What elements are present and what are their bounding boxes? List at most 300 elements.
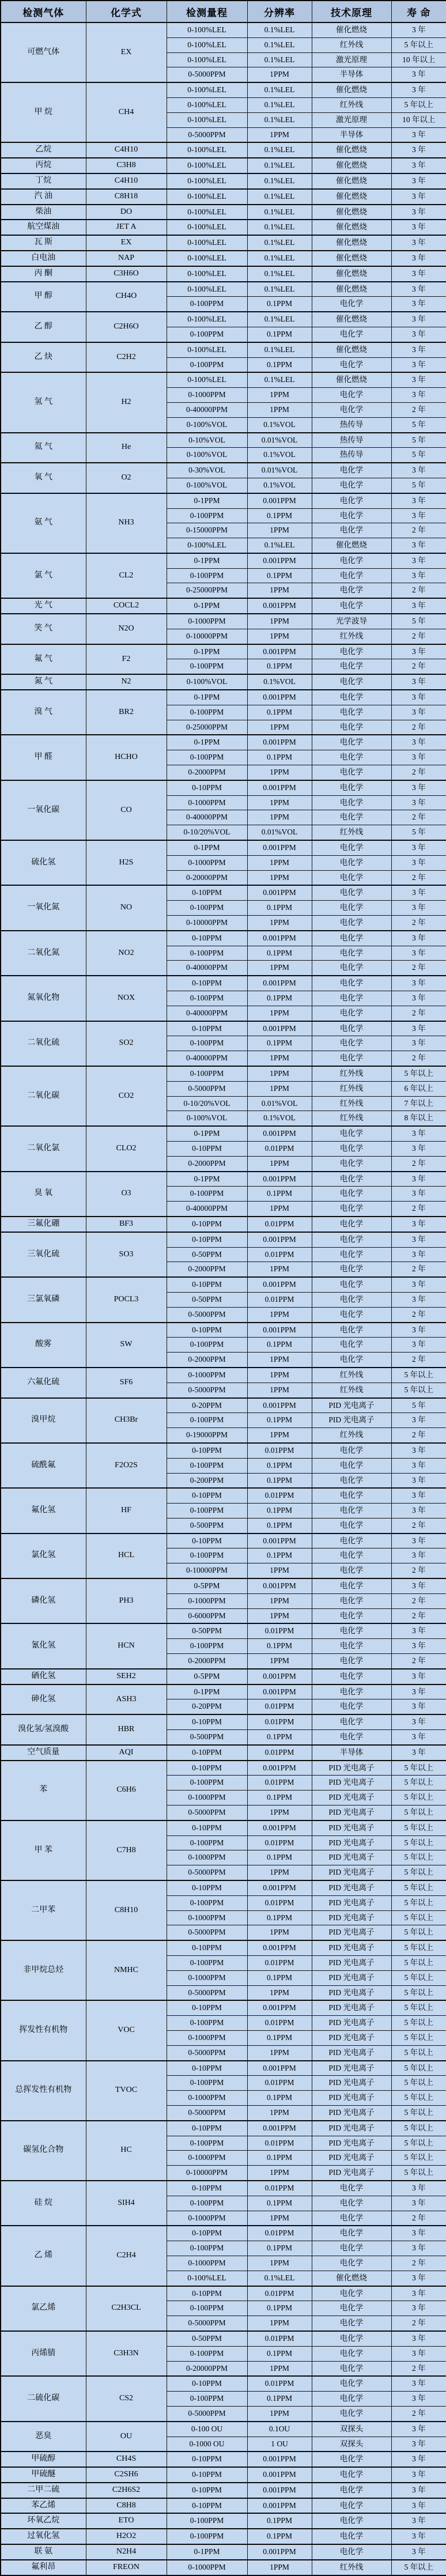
table-row bbox=[1, 976, 446, 991]
range-cell: 0-100%LEL bbox=[167, 52, 247, 67]
table-row bbox=[1, 1761, 446, 1776]
lifespan-cell: 2 年 bbox=[391, 1262, 446, 1277]
table-row bbox=[1, 885, 446, 900]
principle-cell: 电化学 bbox=[312, 659, 391, 674]
resolution-cell: 1PPM bbox=[247, 1654, 312, 1669]
principle-cell: 红外线 bbox=[312, 2560, 391, 2575]
principle-cell: 热传导 bbox=[312, 417, 391, 432]
resolution-cell: 0.1%LEL bbox=[247, 342, 312, 357]
resolution-cell: 0.01PPM bbox=[247, 1247, 312, 1262]
resolution-cell: 1PPM bbox=[247, 1593, 312, 1608]
principle-cell: 电化学 bbox=[312, 1548, 391, 1563]
gas-name-cell: 氮 气 bbox=[1, 674, 86, 690]
range-cell: 0-5000PPM bbox=[167, 2316, 247, 2331]
range-cell: 0-10PPM bbox=[167, 1323, 247, 1338]
range-cell: 0-100%VOL bbox=[167, 448, 247, 463]
principle-cell: 电化学 bbox=[312, 523, 391, 538]
formula-cell: TVOC bbox=[86, 2061, 167, 2121]
resolution-cell: 1PPM bbox=[247, 1081, 312, 1096]
principle-cell: 电化学 bbox=[312, 1714, 391, 1729]
principle-cell: 电化学 bbox=[312, 1443, 391, 1458]
principle-cell: PID 光电离子 bbox=[312, 1925, 391, 1940]
range-cell: 0-100%LEL bbox=[167, 2271, 247, 2286]
column-header-2: 检测量程 bbox=[167, 1, 247, 22]
table-row bbox=[1, 433, 446, 448]
range-cell: 0-1000PPM bbox=[167, 1910, 247, 1925]
principle-cell: 电化学 bbox=[312, 1518, 391, 1533]
lifespan-cell: 3 年 bbox=[391, 1699, 446, 1714]
lifespan-cell: 5 年以上 bbox=[391, 1776, 446, 1791]
table-row bbox=[1, 674, 446, 690]
principle-cell: 电化学 bbox=[312, 2467, 391, 2483]
resolution-cell: 0.1%LEL bbox=[247, 235, 312, 251]
resolution-cell: 0.01PPM bbox=[247, 2016, 312, 2031]
lifespan-cell: 3 年 bbox=[391, 2331, 446, 2346]
gas-name-cell: 丙烯腈 bbox=[1, 2331, 86, 2376]
resolution-cell: 0.1%LEL bbox=[247, 173, 312, 189]
resolution-cell: 0.1PPM bbox=[247, 1970, 312, 1985]
principle-cell: 红外线 bbox=[312, 1368, 391, 1383]
range-cell: 0-20000PPM bbox=[167, 2361, 247, 2376]
header-row bbox=[1, 1, 446, 22]
resolution-cell: 0.001PPM bbox=[247, 2544, 312, 2560]
principle-cell: 催化燃烧 bbox=[312, 142, 391, 158]
lifespan-cell: 3 年 bbox=[391, 1488, 446, 1503]
range-cell: 0-100%VOL bbox=[167, 1111, 247, 1126]
resolution-cell: 1PPM bbox=[247, 523, 312, 538]
range-cell: 0-100PPM bbox=[167, 705, 247, 720]
lifespan-cell: 2 年 bbox=[391, 1051, 446, 1066]
range-cell: 0-5000PPM bbox=[167, 1383, 247, 1397]
lifespan-cell: 5 年以上 bbox=[391, 1910, 446, 1925]
lifespan-cell: 3 年 bbox=[391, 1141, 446, 1156]
lifespan-cell: 3 年 bbox=[391, 142, 446, 158]
resolution-cell: 0.001PPM bbox=[247, 1232, 312, 1247]
lifespan-cell: 5 年以上 bbox=[391, 1956, 446, 1971]
gas-name-cell: 溴甲烷 bbox=[1, 1398, 86, 1443]
table-row bbox=[1, 235, 446, 251]
gas-name-cell: 一氧化碳 bbox=[1, 780, 86, 840]
range-cell: 0-100%LEL bbox=[167, 342, 247, 357]
formula-cell: H2O2 bbox=[86, 2529, 167, 2544]
principle-cell: PID 光电离子 bbox=[312, 1956, 391, 1971]
resolution-cell: 1PPM bbox=[247, 1202, 312, 1217]
principle-cell: 电化学 bbox=[312, 2196, 391, 2211]
range-cell: 0-100%VOL bbox=[167, 674, 247, 690]
lifespan-cell: 3 年 bbox=[391, 1714, 446, 1729]
lifespan-cell: 2 年 bbox=[391, 916, 446, 931]
formula-cell: SO2 bbox=[86, 1021, 167, 1066]
principle-cell: 半导体 bbox=[312, 127, 391, 142]
range-cell: 0-20PPM bbox=[167, 1699, 247, 1714]
resolution-cell: 0.001PPM bbox=[247, 553, 312, 568]
lifespan-cell: 3 年 bbox=[391, 1533, 446, 1548]
lifespan-cell: 3 年 bbox=[391, 1504, 446, 1519]
table-row bbox=[1, 1323, 446, 1338]
gas-name-cell: 苯乙烯 bbox=[1, 2498, 86, 2514]
lifespan-cell: 3 年 bbox=[391, 1247, 446, 1262]
principle-cell: 电化学 bbox=[312, 2498, 391, 2514]
resolution-cell: 0.001PPM bbox=[247, 1578, 312, 1593]
resolution-cell: 0.1PPM bbox=[247, 1910, 312, 1925]
range-cell: 0-100%VOL bbox=[167, 417, 247, 432]
formula-cell: F2O2S bbox=[86, 1443, 167, 1488]
principle-cell: 电化学 bbox=[312, 1262, 391, 1277]
resolution-cell: 0.01PPM bbox=[247, 1623, 312, 1638]
table-row bbox=[1, 1398, 446, 1413]
range-cell: 0-100%LEL bbox=[167, 37, 247, 52]
range-cell: 0-100PPM bbox=[167, 1066, 247, 1081]
gas-name-cell: 过氧化氢 bbox=[1, 2529, 86, 2544]
gas-name-cell: 臭 氧 bbox=[1, 1172, 86, 1217]
range-cell: 0-5PPM bbox=[167, 1669, 247, 1684]
resolution-cell: 0.1%LEL bbox=[247, 22, 312, 37]
principle-cell: 催化燃烧 bbox=[312, 251, 391, 266]
resolution-cell: 1PPM bbox=[247, 1066, 312, 1081]
lifespan-cell: 5 年以上 bbox=[391, 2045, 446, 2060]
lifespan-cell: 5 年以上 bbox=[391, 2091, 446, 2106]
principle-cell: 电化学 bbox=[312, 2256, 391, 2271]
range-cell: 0-5000PPM bbox=[167, 2105, 247, 2120]
table-row bbox=[1, 1172, 446, 1187]
principle-cell: 红外线 bbox=[312, 1096, 391, 1111]
resolution-cell: 0.01PPM bbox=[247, 2331, 312, 2346]
resolution-cell: 0.001PPM bbox=[247, 1684, 312, 1699]
range-cell: 0-25000PPM bbox=[167, 720, 247, 735]
principle-cell: 红外线 bbox=[312, 1066, 391, 1081]
resolution-cell: 0.1PPM bbox=[247, 1338, 312, 1353]
principle-cell: 电化学 bbox=[312, 855, 391, 870]
range-cell: 0-10PPM bbox=[167, 780, 247, 795]
principle-cell: PID 光电离子 bbox=[312, 1791, 391, 1806]
resolution-cell: 0.1PPM bbox=[247, 2151, 312, 2166]
resolution-cell: 0.1PPM bbox=[247, 1730, 312, 1745]
lifespan-cell: 3 年 bbox=[391, 840, 446, 855]
principle-cell: 电化学 bbox=[312, 644, 391, 659]
gas-name-cell: 氮氧化物 bbox=[1, 976, 86, 1021]
gas-name-cell: 溴 气 bbox=[1, 690, 86, 735]
range-cell: 0-100%LEL bbox=[167, 282, 247, 297]
lifespan-cell: 3 年 bbox=[391, 1338, 446, 1353]
resolution-cell: 0.1PPM bbox=[247, 1791, 312, 1806]
table-row bbox=[1, 1940, 446, 1955]
table-row bbox=[1, 220, 446, 235]
range-cell: 0-5PPM bbox=[167, 1578, 247, 1593]
range-cell: 0-5000PPM bbox=[167, 1081, 247, 1096]
gas-name-cell: 二甲苯 bbox=[1, 1880, 86, 1940]
lifespan-cell: 5 年以上 bbox=[391, 2016, 446, 2031]
lifespan-cell: 3 年 bbox=[391, 266, 446, 282]
lifespan-cell: 3 年 bbox=[391, 885, 446, 900]
resolution-cell: 0.001PPM bbox=[247, 1940, 312, 1955]
range-cell: 0-100%LEL bbox=[167, 220, 247, 235]
lifespan-cell: 2 年 bbox=[391, 1307, 446, 1322]
table-row bbox=[1, 2286, 446, 2301]
range-cell: 0-10PPM bbox=[167, 976, 247, 991]
resolution-cell: 1PPM bbox=[247, 1563, 312, 1578]
formula-cell: CH4S bbox=[86, 2452, 167, 2467]
principle-cell: 电化学 bbox=[312, 1353, 391, 1368]
resolution-cell: 1PPM bbox=[247, 870, 312, 885]
table-row bbox=[1, 1684, 446, 1699]
formula-cell: NO bbox=[86, 885, 167, 930]
principle-cell: 电化学 bbox=[312, 493, 391, 508]
principle-cell: PID 光电离子 bbox=[312, 2016, 391, 2031]
resolution-cell: 0.1PPM bbox=[247, 1639, 312, 1654]
principle-cell: 红外线 bbox=[312, 37, 391, 52]
table-row bbox=[1, 493, 446, 508]
formula-cell: NH3 bbox=[86, 493, 167, 553]
range-cell: 0-10PPM bbox=[167, 2181, 247, 2196]
lifespan-cell: 3 年 bbox=[391, 251, 446, 266]
table-row bbox=[1, 2544, 446, 2560]
table-row bbox=[1, 840, 446, 855]
gas-name-cell: 环氧乙烷 bbox=[1, 2513, 86, 2529]
formula-cell: C2H3CL bbox=[86, 2286, 167, 2331]
formula-cell: HF bbox=[86, 1488, 167, 1533]
range-cell: 0-40000PPM bbox=[167, 1051, 247, 1066]
principle-cell: 电化学 bbox=[312, 463, 391, 478]
table-header bbox=[1, 1, 446, 22]
formula-cell: SW bbox=[86, 1323, 167, 1368]
resolution-cell: 0.1%LEL bbox=[247, 312, 312, 327]
principle-cell: 红外线 bbox=[312, 825, 391, 840]
principle-cell: 催化燃烧 bbox=[312, 2271, 391, 2286]
principle-cell: 电化学 bbox=[312, 901, 391, 916]
resolution-cell: 0.001PPM bbox=[247, 1820, 312, 1835]
formula-cell: BF3 bbox=[86, 1217, 167, 1232]
lifespan-cell: 5 年以上 bbox=[391, 2105, 446, 2120]
principle-cell: 电化学 bbox=[312, 795, 391, 810]
principle-cell: 催化燃烧 bbox=[312, 266, 391, 282]
range-cell: 0-2000PPM bbox=[167, 1262, 247, 1277]
resolution-cell: 0.1PPM bbox=[247, 2196, 312, 2211]
lifespan-cell: 3 年 bbox=[391, 2376, 446, 2391]
range-cell: 0-10PPM bbox=[167, 1533, 247, 1548]
table-row bbox=[1, 780, 446, 795]
lifespan-cell: 3 年 bbox=[391, 173, 446, 189]
principle-cell: 双探头 bbox=[312, 2422, 391, 2437]
table-row bbox=[1, 2061, 446, 2076]
gas-name-cell: 白电油 bbox=[1, 251, 86, 266]
gas-name-cell: 氟化氢 bbox=[1, 1488, 86, 1533]
resolution-cell: 0.001PPM bbox=[247, 1172, 312, 1187]
formula-cell: HCHO bbox=[86, 735, 167, 780]
resolution-cell: 0.001PPM bbox=[247, 2061, 312, 2076]
resolution-cell: 1PPM bbox=[247, 2166, 312, 2181]
principle-cell: 电化学 bbox=[312, 2529, 391, 2544]
lifespan-cell: 5 年 bbox=[391, 448, 446, 463]
lifespan-cell: 3 年 bbox=[391, 705, 446, 720]
lifespan-cell: 3 年 bbox=[391, 2513, 446, 2529]
table-row bbox=[1, 173, 446, 189]
principle-cell: 电化学 bbox=[312, 750, 391, 765]
range-cell: 0-100%LEL bbox=[167, 142, 247, 158]
gas-name-cell: 三氟化硼 bbox=[1, 1217, 86, 1232]
lifespan-cell: 3 年 bbox=[391, 1745, 446, 1761]
formula-cell: CH3Br bbox=[86, 1398, 167, 1443]
resolution-cell: 1PPM bbox=[247, 916, 312, 931]
principle-cell: 电化学 bbox=[312, 1338, 391, 1353]
range-cell: 0-1PPM bbox=[167, 1126, 247, 1141]
formula-cell: C6H6 bbox=[86, 1761, 167, 1820]
principle-cell: 红外线 bbox=[312, 97, 391, 112]
principle-cell: 电化学 bbox=[312, 1488, 391, 1503]
lifespan-cell: 5 年以上 bbox=[391, 1806, 446, 1820]
resolution-cell: 0.1%LEL bbox=[247, 189, 312, 205]
range-cell: 0-20PPM bbox=[167, 1398, 247, 1413]
resolution-cell: 1PPM bbox=[247, 2105, 312, 2120]
range-cell: 0-15000PPM bbox=[167, 523, 247, 538]
resolution-cell: 0.1PPM bbox=[247, 1473, 312, 1488]
principle-cell: 电化学 bbox=[312, 1639, 391, 1654]
table-row bbox=[1, 1623, 446, 1638]
formula-cell: BR2 bbox=[86, 690, 167, 735]
principle-cell: 电化学 bbox=[312, 2211, 391, 2226]
lifespan-cell: 3 年 bbox=[391, 1323, 446, 1338]
formula-cell: N2 bbox=[86, 674, 167, 690]
gas-name-cell: 挥发性有机物 bbox=[1, 2000, 86, 2060]
formula-cell: C3H8 bbox=[86, 158, 167, 173]
lifespan-cell: 2 年 bbox=[391, 720, 446, 735]
range-cell: 0-1PPM bbox=[167, 1684, 247, 1699]
formula-cell: N2O bbox=[86, 614, 167, 644]
lifespan-cell: 3 年 bbox=[391, 357, 446, 372]
range-cell: 0-10PPM bbox=[167, 1232, 247, 1247]
resolution-cell: 1PPM bbox=[247, 1156, 312, 1171]
principle-cell: 红外线 bbox=[312, 1111, 391, 1126]
range-cell: 0-10PPM bbox=[167, 1217, 247, 1232]
principle-cell: 电化学 bbox=[312, 1699, 391, 1714]
table-row bbox=[1, 1820, 446, 1835]
resolution-cell: 1PPM bbox=[247, 67, 312, 82]
lifespan-cell: 2 年 bbox=[391, 1006, 446, 1021]
lifespan-cell: 3 年 bbox=[391, 1036, 446, 1051]
resolution-cell: 0.1PPM bbox=[247, 750, 312, 765]
resolution-cell: 0.001PPM bbox=[247, 493, 312, 508]
principle-cell: 电化学 bbox=[312, 720, 391, 735]
principle-cell: 电化学 bbox=[312, 1172, 391, 1187]
principle-cell: PID 光电离子 bbox=[312, 1910, 391, 1925]
range-cell: 0-100PPM bbox=[167, 1413, 247, 1428]
principle-cell: 电化学 bbox=[312, 1578, 391, 1593]
principle-cell: 电化学 bbox=[312, 916, 391, 931]
range-cell: 0-100PPM bbox=[167, 297, 247, 312]
lifespan-cell: 3 年 bbox=[391, 22, 446, 37]
lifespan-cell: 5 年以上 bbox=[391, 1985, 446, 2000]
range-cell: 0-100PPM bbox=[167, 508, 247, 523]
range-cell: 0-1PPM bbox=[167, 690, 247, 705]
table-row bbox=[1, 1669, 446, 1684]
resolution-cell: 1PPM bbox=[247, 1428, 312, 1443]
lifespan-cell: 3 年 bbox=[391, 735, 446, 750]
gas-name-cell: 磷化氢 bbox=[1, 1578, 86, 1623]
range-cell: 0-100PPM bbox=[167, 2392, 247, 2407]
table-row bbox=[1, 2498, 446, 2514]
range-cell: 0-100PPM bbox=[167, 1548, 247, 1563]
lifespan-cell: 3 年 bbox=[391, 297, 446, 312]
table-row bbox=[1, 1232, 446, 1247]
lifespan-cell: 3 年 bbox=[391, 2301, 446, 2316]
range-cell: 0-50PPM bbox=[167, 1247, 247, 1262]
table-row bbox=[1, 2121, 446, 2136]
resolution-cell: 0.1PPM bbox=[247, 1518, 312, 1533]
formula-cell: NAP bbox=[86, 251, 167, 266]
resolution-cell: 0.1%LEL bbox=[247, 37, 312, 52]
gas-name-cell: 二氧化硫 bbox=[1, 1021, 86, 1066]
principle-cell: 电化学 bbox=[312, 1156, 391, 1171]
lifespan-cell: 2 年 bbox=[391, 765, 446, 780]
range-cell: 0-10PPM bbox=[167, 1141, 247, 1156]
formula-cell: SO3 bbox=[86, 1232, 167, 1277]
range-cell: 0-100PPM bbox=[167, 2513, 247, 2529]
range-cell: 0-5000PPM bbox=[167, 1307, 247, 1322]
principle-cell: PID 光电离子 bbox=[312, 1985, 391, 2000]
lifespan-cell: 5 年以上 bbox=[391, 1383, 446, 1397]
lifespan-cell: 3 年 bbox=[391, 1277, 446, 1292]
range-cell: 0-1PPM bbox=[167, 493, 247, 508]
resolution-cell: 0.1PPM bbox=[247, 946, 312, 961]
principle-cell: PID 光电离子 bbox=[312, 1970, 391, 1985]
formula-cell: EX bbox=[86, 22, 167, 82]
resolution-cell: 1PPM bbox=[247, 1051, 312, 1066]
principle-cell: 电化学 bbox=[312, 583, 391, 598]
range-cell: 0-50PPM bbox=[167, 1292, 247, 1307]
lifespan-cell: 3 年 bbox=[391, 1187, 446, 1202]
gas-name-cell: 甲 烷 bbox=[1, 82, 86, 142]
range-cell: 0-500PPM bbox=[167, 1730, 247, 1745]
range-cell: 0-100PPM bbox=[167, 1956, 247, 1971]
range-cell: 0-100%LEL bbox=[167, 251, 247, 266]
principle-cell: 电化学 bbox=[312, 1307, 391, 1322]
range-cell: 0-1PPM bbox=[167, 735, 247, 750]
range-cell: 0-100%LEL bbox=[167, 22, 247, 37]
gas-name-cell: 空气质量 bbox=[1, 1745, 86, 1761]
lifespan-cell: 2 年 bbox=[391, 1563, 446, 1578]
principle-cell: 电化学 bbox=[312, 1730, 391, 1745]
resolution-cell: 0.1PPM bbox=[247, 1548, 312, 1563]
lifespan-cell: 5 年以上 bbox=[391, 2136, 446, 2151]
range-cell: 0-100PPM bbox=[167, 750, 247, 765]
lifespan-cell: 3 年 bbox=[391, 1292, 446, 1307]
table-row bbox=[1, 2422, 446, 2437]
range-cell: 0-100PPM bbox=[167, 357, 247, 372]
range-cell: 0-100%LEL bbox=[167, 189, 247, 205]
gas-name-cell: 苯 bbox=[1, 1761, 86, 1820]
range-cell: 0-10000PPM bbox=[167, 2166, 247, 2181]
lifespan-cell: 3 年 bbox=[391, 795, 446, 810]
principle-cell: 电化学 bbox=[312, 931, 391, 946]
table-row bbox=[1, 614, 446, 629]
resolution-cell: 0.1PPM bbox=[247, 2513, 312, 2529]
principle-cell: 电化学 bbox=[312, 327, 391, 342]
resolution-cell: 0.001PPM bbox=[247, 2121, 312, 2136]
resolution-cell: 0.01PPM bbox=[247, 1488, 312, 1503]
range-cell: 0-10PPM bbox=[167, 2498, 247, 2514]
resolution-cell: 0.1PPM bbox=[247, 991, 312, 1006]
formula-cell: CL2 bbox=[86, 553, 167, 598]
lifespan-cell: 3 年 bbox=[391, 553, 446, 568]
principle-cell: 催化燃烧 bbox=[312, 342, 391, 357]
lifespan-cell: 3 年 bbox=[391, 538, 446, 553]
gas-name-cell: 氟利昂 bbox=[1, 2560, 86, 2575]
range-cell: 0-100PPM bbox=[167, 946, 247, 961]
resolution-cell: 0.001PPM bbox=[247, 735, 312, 750]
lifespan-cell: 2 年 bbox=[391, 1654, 446, 1669]
range-cell: 0-10PPM bbox=[167, 1880, 247, 1895]
principle-cell: 电化学 bbox=[312, 2331, 391, 2346]
lifespan-cell: 5 年以上 bbox=[391, 1940, 446, 1955]
